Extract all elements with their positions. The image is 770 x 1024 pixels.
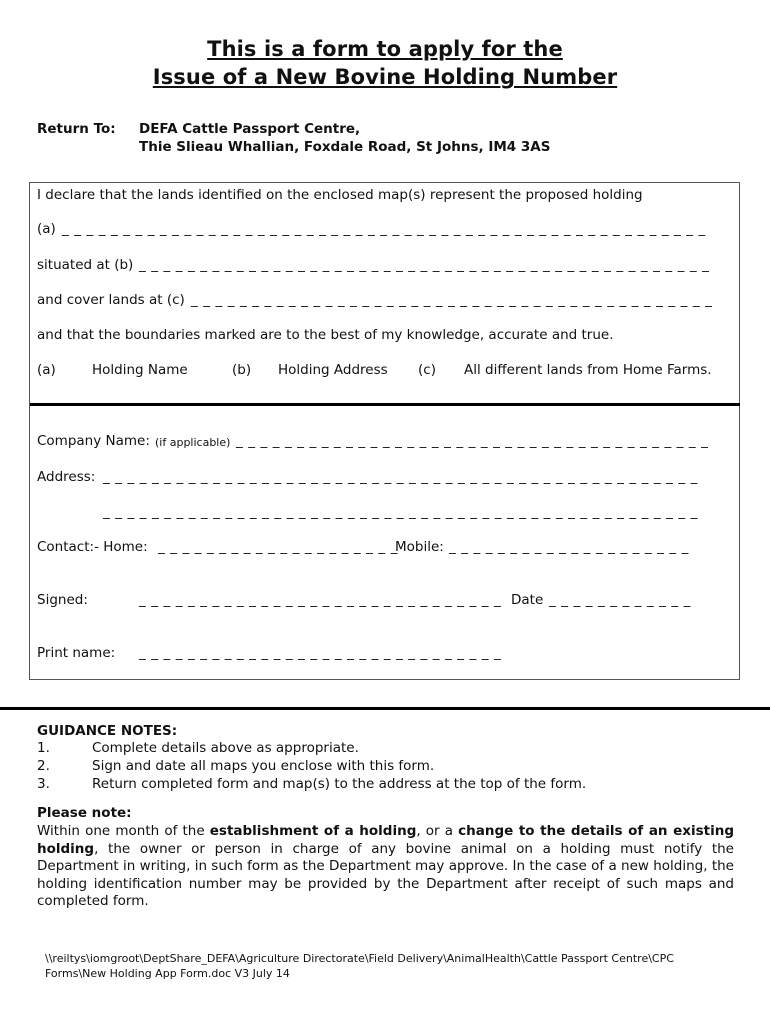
please-note-heading: Please note: xyxy=(37,805,132,821)
key-letter-b: (b) xyxy=(232,362,252,378)
field-c-line[interactable]: _ _ _ _ _ _ _ _ _ _ _ _ _ _ _ _ _ _ _ _ _ _ _ _ _ _ _ _ _ _ _ _ _ _ _ _ _ _ _ _ _ _ _ xyxy=(191,292,713,308)
key-letter-a: (a) xyxy=(37,362,56,378)
return-to-label: Return To: xyxy=(37,121,116,137)
form-title-line1: This is a form to apply for the xyxy=(207,37,563,61)
note-text-3: , the owner or person in charge of any bovine animal on a holding must notify the Department in writing, in such form as the Department may approve. In the case of a new holding, the holding identification number may be provided by the Department after receipt of such maps and completed form. xyxy=(37,840,734,909)
section-divider xyxy=(30,403,740,406)
declaration-intro: I declare that the lands identified on the enclosed map(s) represent the proposed holding xyxy=(37,187,643,203)
page-divider xyxy=(0,707,770,710)
note-text-1: Within one month of the xyxy=(37,823,210,839)
address-line-2[interactable]: _ _ _ _ _ _ _ _ _ _ _ _ _ _ _ _ _ _ _ _ _ _ _ _ _ _ _ _ _ _ _ _ _ _ _ _ _ _ _ _ _ _ _ _ _ _ _ _ _ xyxy=(103,504,698,520)
key-text-a: Holding Name xyxy=(92,362,188,378)
guidance-num-1: 1. xyxy=(37,740,50,756)
signed-label: Signed: xyxy=(37,592,88,608)
print-name-label: Print name: xyxy=(37,645,116,661)
field-a-label: (a) xyxy=(37,221,61,237)
date-label: Date xyxy=(511,592,544,608)
field-b-line[interactable]: _ _ _ _ _ _ _ _ _ _ _ _ _ _ _ _ _ _ _ _ _ _ _ _ _ _ _ _ _ _ _ _ _ _ _ _ _ _ _ _ _ _ _ _ _ _ _ xyxy=(139,257,710,273)
note-text-2: , or a xyxy=(416,823,459,839)
contact-home-label: Contact:- Home: xyxy=(37,539,148,555)
key-text-c: All different lands from Home Farms. xyxy=(464,362,712,378)
guidance-item-2: Sign and date all maps you enclose with this form. xyxy=(92,758,435,774)
print-name-line[interactable]: _ _ _ _ _ _ _ _ _ _ _ _ _ _ _ _ _ _ _ _ _ _ _ _ _ _ _ _ _ _ xyxy=(139,645,502,661)
please-note-paragraph xyxy=(37,823,734,911)
company-name-line[interactable]: _ _ _ _ _ _ _ _ _ _ _ _ _ _ _ _ _ _ _ _ _ _ _ _ _ _ _ _ _ _ _ _ _ _ _ _ _ _ _ xyxy=(236,433,709,449)
key-letter-c: (c) xyxy=(418,362,436,378)
guidance-item-3: Return completed form and map(s) to the address at the top of the form. xyxy=(92,776,587,792)
guidance-item-1: Complete details above as appropriate. xyxy=(92,740,359,756)
note-bold-2: change to the details of an existing holding xyxy=(37,823,734,857)
field-c-label: and cover lands at (c) xyxy=(37,292,190,308)
date-line[interactable]: _ _ _ _ _ _ _ _ _ _ _ _ xyxy=(549,592,692,608)
key-text-b: Holding Address xyxy=(278,362,388,378)
guidance-num-3: 3. xyxy=(37,776,50,792)
company-name-label: Company Name: xyxy=(37,433,150,449)
field-b-label: situated at (b) xyxy=(37,257,138,273)
guidance-num-2: 2. xyxy=(37,758,50,774)
contact-home-line[interactable]: _ _ _ _ _ _ _ _ _ _ _ _ _ _ _ _ _ _ _ _ xyxy=(158,539,398,555)
signed-line[interactable]: _ _ _ _ _ _ _ _ _ _ _ _ _ _ _ _ _ _ _ _ _ _ _ _ _ _ _ _ _ _ xyxy=(139,592,502,608)
address-label: Address: xyxy=(37,469,96,485)
form-title-line2: Issue of a New Bovine Holding Number xyxy=(152,65,618,89)
address-line-1[interactable]: _ _ _ _ _ _ _ _ _ _ _ _ _ _ _ _ _ _ _ _ _ _ _ _ _ _ _ _ _ _ _ _ _ _ _ _ _ _ _ _ _ _ _ _ _ _ _ _ _ xyxy=(103,469,698,485)
field-a-line[interactable]: _ _ _ _ _ _ _ _ _ _ _ _ _ _ _ _ _ _ _ _ _ _ _ _ _ _ _ _ _ _ _ _ _ _ _ _ _ _ _ _ _ _ _ _ _ _ _ _ _ _ _ _ _ xyxy=(62,221,706,237)
note-bold-1: establishment of a holding xyxy=(209,823,417,839)
return-to-address-line1: DEFA Cattle Passport Centre, xyxy=(139,121,361,137)
mobile-label: Mobile: xyxy=(395,539,444,555)
declaration-closing: and that the boundaries marked are to the best of my knowledge, accurate and true. xyxy=(37,327,614,343)
guidance-heading: GUIDANCE NOTES: xyxy=(37,723,178,739)
footer-file-path: \\reiltys\iomgroot\DeptShare_DEFA\Agriculture Directorate\Field Delivery\AnimalHealth\Cattle Passport Centre\CPC Forms\New Holding App Form.doc V3 July 14 xyxy=(45,952,674,980)
return-to-address-line2: Thie Slieau Whallian, Foxdale Road, St Johns, IM4 3AS xyxy=(139,139,551,155)
mobile-line[interactable]: _ _ _ _ _ _ _ _ _ _ _ _ _ _ _ _ _ _ _ _ xyxy=(449,539,689,555)
company-name-note: (if applicable) xyxy=(155,436,231,449)
